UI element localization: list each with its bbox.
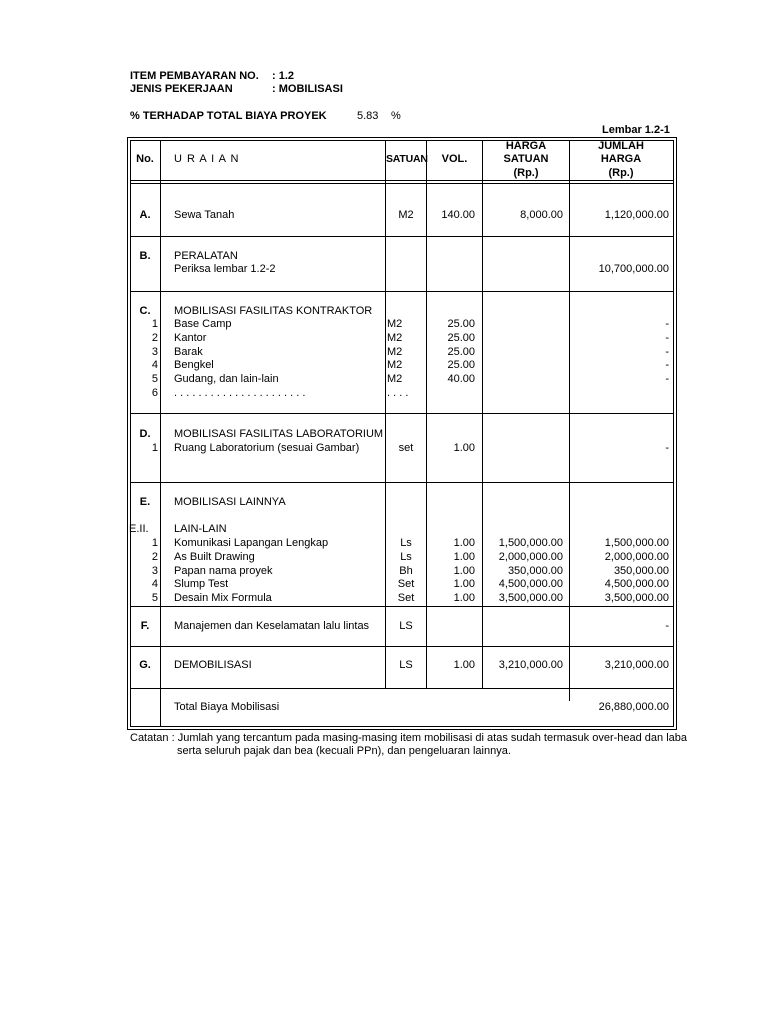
- cell-jumlah: 1,500,000.00: [604, 537, 669, 549]
- cell-no: 5: [151, 592, 158, 604]
- cell-no: 1: [151, 537, 158, 549]
- col-divider-no: [160, 140, 161, 726]
- cell-jumlah: -: [665, 318, 669, 330]
- cell-jumlah: 4,500,000.00: [604, 578, 669, 590]
- cell-no: 1: [151, 442, 158, 454]
- col-header-harga-3: (Rp.): [513, 167, 539, 179]
- cell-uraian: Slump Test: [174, 578, 229, 590]
- cell-jumlah: -: [665, 332, 669, 344]
- cell-vol: 40.00: [447, 373, 475, 385]
- col-header-harga-1: HARGA: [505, 140, 547, 152]
- cell-vol: 1.00: [453, 565, 475, 577]
- cell-no: 4: [151, 578, 158, 590]
- cell-jumlah: 10,700,000.00: [598, 263, 669, 275]
- pct-label: % TERHADAP TOTAL BIAYA PROYEK: [130, 110, 327, 122]
- col-header-harga-2: SATUAN: [503, 153, 549, 165]
- cell-uraian: Manajemen dan Keselamatan lalu lintas: [174, 620, 370, 632]
- row-separator: [130, 236, 673, 237]
- cell-uraian: . . . . . . . . . . . . . . . . . . . . . .: [174, 387, 306, 399]
- cell-satuan: Bh: [399, 565, 413, 577]
- total-value: 26,880,000.00: [598, 701, 669, 713]
- col-header-vol: VOL.: [441, 153, 468, 165]
- col-header-jumlah-3: (Rp.): [608, 167, 634, 179]
- cell-no: 2: [151, 332, 158, 344]
- cell-uraian: Gudang, dan lain-lain: [174, 373, 279, 385]
- cell-uraian: PERALATAN: [174, 250, 238, 262]
- cell-no: E.: [139, 496, 151, 508]
- cell-jumlah: -: [665, 620, 669, 632]
- cell-satuan: Set: [397, 578, 415, 590]
- sheet-label: Lembar 1.2-1: [602, 124, 670, 136]
- header-rule-2: [130, 183, 673, 184]
- cell-uraian: MOBILISASI FASILITAS LABORATORIUM: [174, 428, 384, 440]
- cell-uraian: Base Camp: [174, 318, 232, 330]
- col-header-uraian: U R A I A N: [174, 153, 240, 165]
- cell-uraian: As Built Drawing: [174, 551, 255, 563]
- cell-no: 2: [151, 551, 158, 563]
- note-line-2: serta seluruh pajak dan bea (kecuali PPn), dan pengeluaran lainnya.: [177, 745, 511, 757]
- cell-vol: 25.00: [447, 346, 475, 358]
- cell-satuan: LS: [399, 620, 413, 632]
- cell-harga: 350,000.00: [507, 565, 563, 577]
- total-label: Total Biaya Mobilisasi: [174, 701, 280, 713]
- cell-satuan: M2: [387, 373, 403, 385]
- cell-vol: 25.00: [447, 332, 475, 344]
- row-separator: [130, 606, 673, 607]
- cell-no: 4: [151, 359, 158, 371]
- pct-value: 5.83: [357, 110, 379, 122]
- cell-no: A.: [139, 209, 151, 221]
- cell-vol: 25.00: [447, 318, 475, 330]
- pct-unit: %: [391, 110, 401, 122]
- cell-vol: 1.00: [453, 442, 475, 454]
- cell-harga: 3,210,000.00: [498, 659, 563, 671]
- cell-uraian: MOBILISASI FASILITAS KONTRAKTOR: [174, 305, 373, 317]
- item-value: : 1.2: [272, 70, 295, 82]
- cell-harga: 1,500,000.00: [498, 537, 563, 549]
- cell-no: F.: [140, 620, 150, 632]
- row-separator: [130, 688, 673, 689]
- cell-uraian: DEMOBILISASI: [174, 659, 252, 671]
- cell-satuan: M2: [387, 359, 403, 371]
- cell-uraian: LAIN-LAIN: [174, 523, 227, 535]
- jenis-value: : MOBILISASI: [272, 83, 343, 95]
- row-separator: [130, 482, 673, 483]
- col-header-no: No.: [136, 153, 154, 165]
- cell-jumlah: 2,000,000.00: [604, 551, 669, 563]
- cell-no: 3: [151, 565, 158, 577]
- cell-no: 6: [151, 387, 158, 399]
- cell-uraian: Desain Mix Formula: [174, 592, 272, 604]
- cell-vol: 25.00: [447, 359, 475, 371]
- cell-uraian: Barak: [174, 346, 203, 358]
- cell-jumlah: -: [665, 359, 669, 371]
- cell-satuan: M2: [387, 346, 403, 358]
- cell-jumlah: -: [665, 442, 669, 454]
- cell-satuan: Ls: [400, 551, 412, 563]
- cell-satuan: M2: [387, 332, 403, 344]
- jenis-label: JENIS PEKERJAAN: [130, 83, 233, 95]
- cell-vol: 1.00: [453, 537, 475, 549]
- cell-jumlah: 3,210,000.00: [604, 659, 669, 671]
- col-header-jumlah-1: JUMLAH: [598, 140, 644, 152]
- row-separator: [130, 413, 673, 414]
- col-header-satuan: SATUAN: [386, 153, 428, 165]
- cell-satuan: Set: [397, 592, 415, 604]
- cell-no: 1: [151, 318, 158, 330]
- cell-satuan: M2: [398, 209, 414, 221]
- cell-vol: 1.00: [453, 551, 475, 563]
- note-line-1: Catatan : Jumlah yang tercantum pada masing-masing item mobilisasi di atas sudah termasuk over-head dan laba: [130, 732, 688, 744]
- cell-no: E.II.: [129, 523, 149, 535]
- col-divider-harga: [569, 140, 570, 701]
- row-separator: [130, 291, 673, 292]
- cell-uraian: Kantor: [174, 332, 207, 344]
- cell-vol: 1.00: [453, 659, 475, 671]
- cell-satuan: . . . .: [387, 387, 409, 399]
- cell-vol: 140.00: [441, 209, 475, 221]
- cell-satuan: Ls: [400, 537, 412, 549]
- cell-harga: 3,500,000.00: [498, 592, 563, 604]
- cell-satuan: M2: [387, 318, 403, 330]
- cell-harga: 4,500,000.00: [498, 578, 563, 590]
- cell-no: 3: [151, 346, 158, 358]
- cell-satuan: set: [398, 442, 414, 454]
- row-separator: [130, 646, 673, 647]
- cell-jumlah: -: [665, 373, 669, 385]
- cell-uraian: Sewa Tanah: [174, 209, 235, 221]
- cell-uraian: MOBILISASI LAINNYA: [174, 496, 286, 508]
- cell-uraian: Papan nama proyek: [174, 565, 273, 577]
- cell-harga: 2,000,000.00: [498, 551, 563, 563]
- cell-uraian: Bengkel: [174, 359, 214, 371]
- cell-no: D.: [139, 428, 151, 440]
- cell-no: 5: [151, 373, 158, 385]
- cell-vol: 1.00: [453, 578, 475, 590]
- col-header-jumlah-2: HARGA: [600, 153, 642, 165]
- cell-harga: 8,000.00: [520, 209, 563, 221]
- cell-uraian: Ruang Laboratorium (sesuai Gambar): [174, 442, 360, 454]
- cell-uraian: Periksa lembar 1.2-2: [174, 263, 276, 275]
- cell-jumlah: -: [665, 346, 669, 358]
- cell-uraian: Komunikasi Lapangan Lengkap: [174, 537, 329, 549]
- cell-no: C.: [139, 305, 151, 317]
- cell-jumlah: 1,120,000.00: [604, 209, 669, 221]
- cell-satuan: LS: [399, 659, 413, 671]
- cell-jumlah: 350,000.00: [613, 565, 669, 577]
- cell-no: B.: [139, 250, 151, 262]
- cell-jumlah: 3,500,000.00: [604, 592, 669, 604]
- header-rule: [130, 180, 673, 181]
- item-label: ITEM PEMBAYARAN NO.: [130, 70, 259, 82]
- cell-vol: 1.00: [453, 592, 475, 604]
- cell-no: G.: [139, 659, 151, 671]
